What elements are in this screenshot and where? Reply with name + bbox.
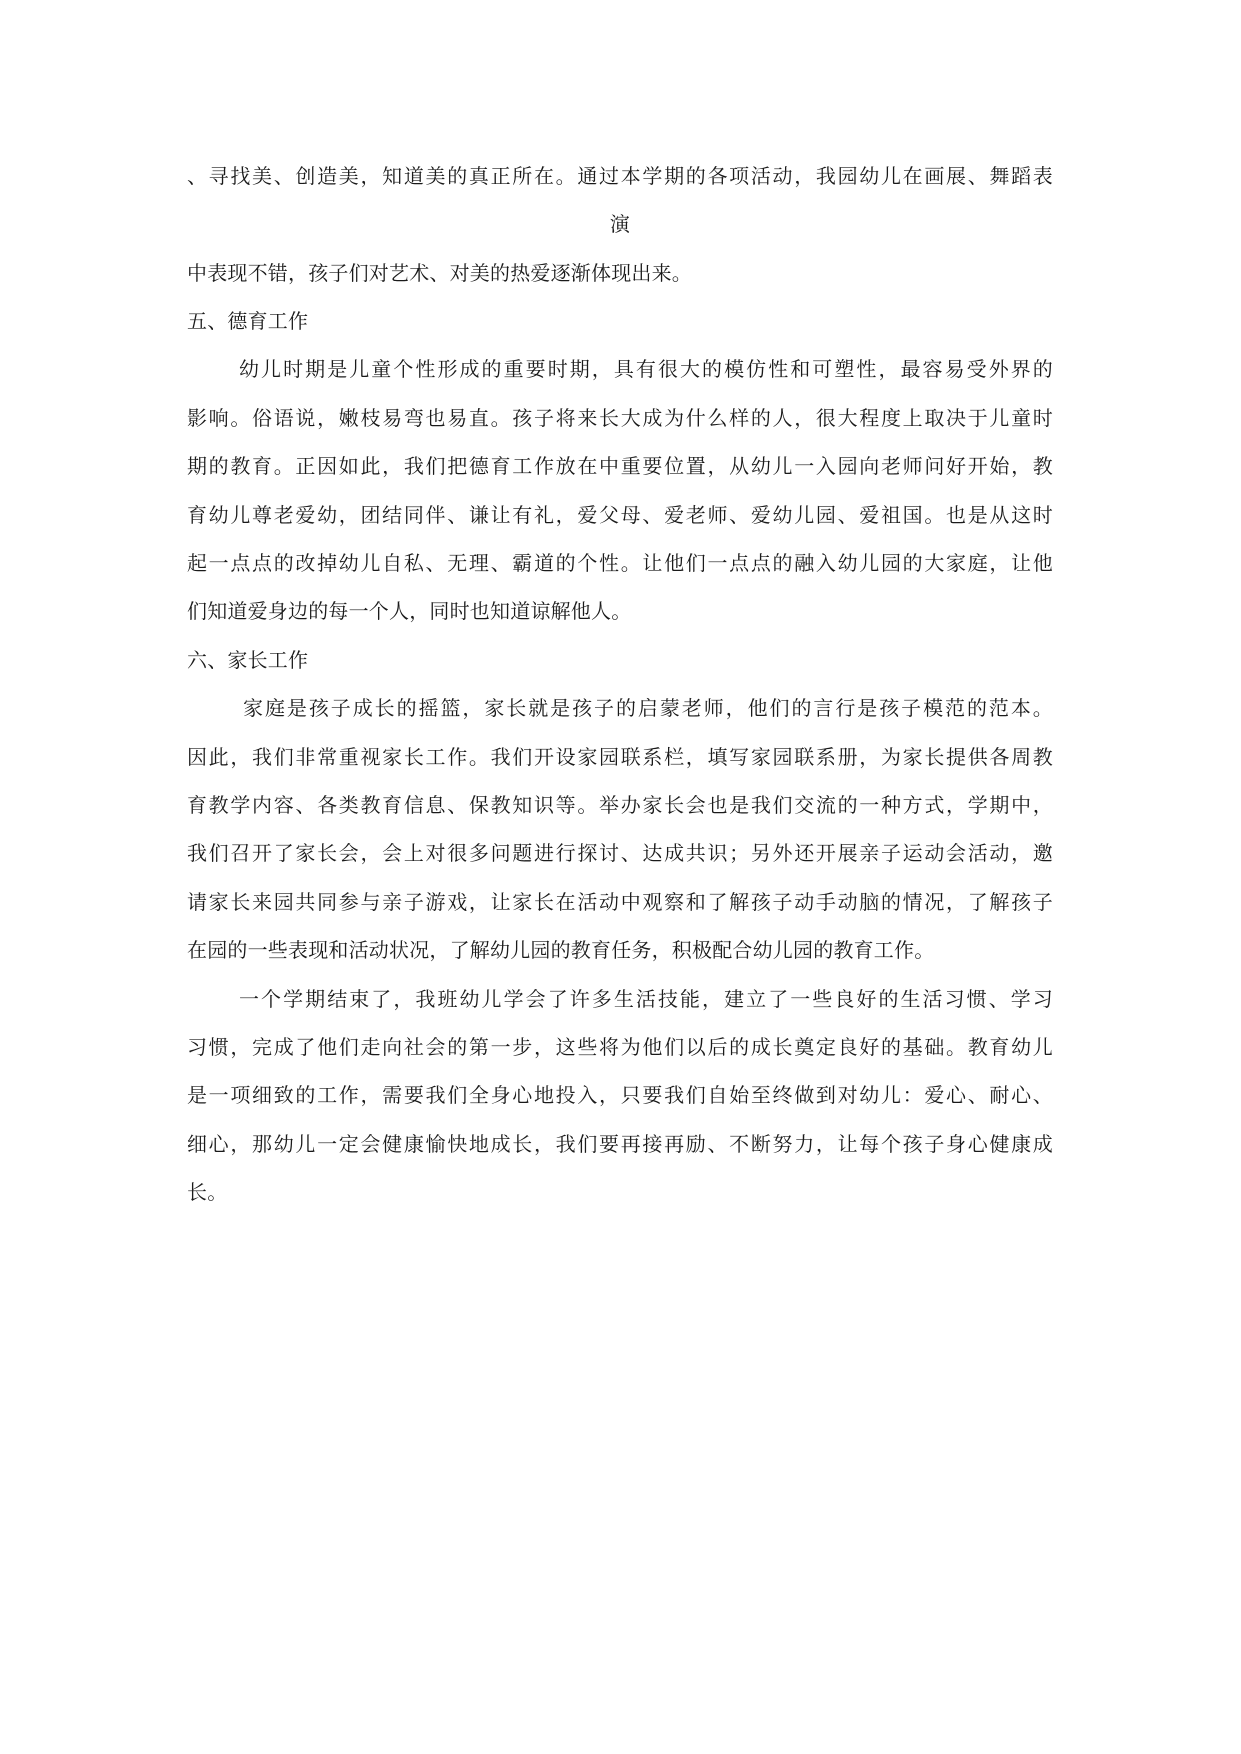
section-heading-parents: 六、家长工作 bbox=[187, 648, 309, 672]
text-line-10: 们知道爱身边的每一个人，同时也知道谅解他人。 bbox=[187, 599, 632, 623]
text-line-22: 长。 bbox=[187, 1180, 228, 1204]
text-line-17: 在园的一些表现和活动状况，了解幼儿园的教育任务，积极配合幼儿园的教育工作。 bbox=[187, 938, 935, 962]
text-line-16: 请家长来园共同参与亲子游戏，让家长在活动中观察和了解孩子动手动脑的情况，了解孩子 bbox=[187, 890, 1053, 914]
text-line-8: 育幼儿尊老爱幼，团结同伴、谦让有礼，爱父母、爱老师、爱幼儿园、爱祖国。也是从这时 bbox=[187, 503, 1053, 527]
text-line-9: 起一点点的改掉幼儿自私、无理、霸道的个性。让他们一点点的融入幼儿园的大家庭，让他 bbox=[187, 551, 1053, 575]
text-line-5: 幼儿时期是儿童个性形成的重要时期，具有很大的模仿性和可塑性，最容易受外界的 bbox=[239, 357, 1053, 381]
text-line-6: 影响。俗语说，嫩枝易弯也易直。孩子将来长大成为什么样的人，很大程度上取决于儿童时 bbox=[187, 406, 1053, 430]
text-line-20: 是一项细致的工作，需要我们全身心地投入，只要我们自始至终做到对幼儿：爱心、耐心、 bbox=[187, 1083, 1053, 1107]
text-line-15: 我们召开了家长会，会上对很多问题进行探讨、达成共识；另外还开展亲子运动会活动，邀 bbox=[187, 841, 1053, 865]
text-line-2: 演 bbox=[609, 212, 631, 236]
text-line-12: 家庭是孩子成长的摇篮，家长就是孩子的启蒙老师，他们的言行是孩子模范的范本。 bbox=[243, 696, 1053, 720]
text-line-19: 习惯，完成了他们走向社会的第一步，这些将为他们以后的成长奠定良好的基础。教育幼儿 bbox=[187, 1035, 1053, 1059]
text-line-21: 细心，那幼儿一定会健康愉快地成长，我们要再接再励、不断努力，让每个孩子身心健康成 bbox=[187, 1132, 1053, 1156]
text-line-3: 中表现不错，孩子们对艺术、对美的热爱逐渐体现出来。 bbox=[187, 261, 692, 285]
text-line-14: 育教学内容、各类教育信息、保教知识等。举办家长会也是我们交流的一种方式，学期中， bbox=[187, 793, 1053, 817]
text-line-1: 、寻找美、创造美，知道美的真正所在。通过本学期的各项活动，我园幼儿在画展、舞蹈表 bbox=[187, 164, 1053, 188]
text-line-18: 一个学期结束了，我班幼儿学会了许多生活技能，建立了一些良好的生活习惯、学习 bbox=[239, 987, 1053, 1011]
text-line-7: 期的教育。正因如此，我们把德育工作放在中重要位置，从幼儿一入园向老师问好开始，教 bbox=[187, 454, 1053, 478]
section-heading-moral: 五、德育工作 bbox=[187, 309, 309, 333]
text-line-13: 因此，我们非常重视家长工作。我们开设家园联系栏，填写家园联系册，为家长提供各周教 bbox=[187, 745, 1053, 769]
